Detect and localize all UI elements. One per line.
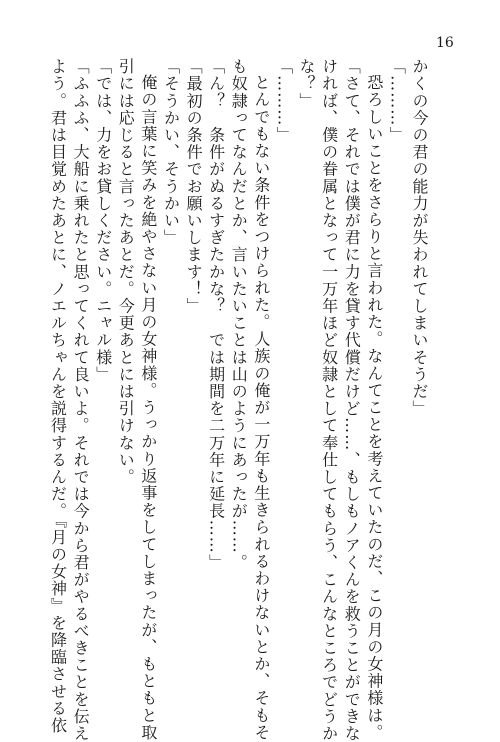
text-line-2: 「………」 (387, 58, 407, 144)
text-line-7: 「………」 (274, 58, 294, 144)
text-line-9: も奴隷ってなんだとか、言いたいことは山のようにあったが……。 (229, 58, 249, 571)
text-line-1: かくの今の君の能力が失われてしまいそうだ」 (410, 58, 429, 418)
text-line-5: ければ、僕の眷属となって一万年ほど奴隷として奉仕してもらう、こんなところでどうか (319, 58, 339, 742)
text-line-14: 引には応じると言ったあとだ。今更あとには引けない。 (116, 58, 136, 486)
novel-text-block (48, 58, 430, 742)
text-line-16: 「ふふふ、大船に乗れたと思ってくれて良いよ。それでは今から君がやるべきことを伝え (71, 58, 91, 742)
text-line-6: な？」 (297, 58, 317, 110)
text-line-13: 俺の言葉に笑みを絶やさない月の女神様。うっかり返事をしてしまったが、もともと取 (138, 74, 158, 741)
text-line-8: とんでもない条件をつけられた。人族の俺が一万年も生きられるわけないとか、そもそ (251, 74, 271, 741)
text-line-15: 「では、力をお貸しください。ニャル様」 (93, 58, 113, 383)
text-line-10: 「ん？ 条件がぬるすぎたかな？ では期間を二万年に延長……」 (206, 58, 226, 571)
text-line-12: 「そうかい、そうかい」 (161, 58, 181, 247)
page-number: 16 (436, 35, 454, 51)
text-line-17: よう。君は目覚めたあとに、ノエルちゃんを説得するんだ。『月の女神』を降臨させる依 (48, 58, 68, 734)
text-line-11: 「最初の条件でお願いします！」 (184, 58, 204, 315)
text-line-4: 「さて、それでは僕が君に力を貸す代償だけど……、もしもノアくんを救うことができな (342, 58, 362, 742)
text-line-3: 恐ろしいことをさらりと言われた。なんてことを考えていたのだ、この月の女神様は。 (364, 74, 384, 741)
